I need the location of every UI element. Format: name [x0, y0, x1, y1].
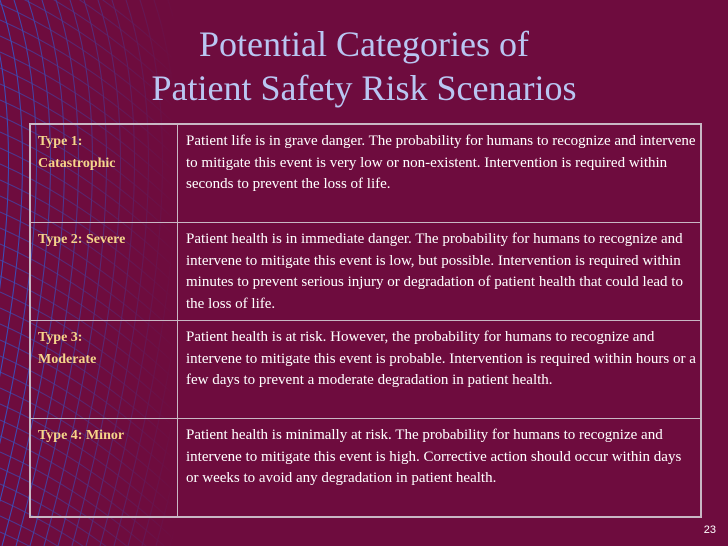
type-label-line: Type 1: — [38, 134, 83, 149]
type-label-line: Type 4: Minor — [38, 428, 125, 443]
type-description: Patient life is in grave danger. The probability for humans to recognize and intervene to mitigate this event is very low or non-existent. Intervention is required within seconds to prevent the loss of life. — [178, 125, 701, 223]
type-label — [31, 419, 178, 517]
type-label — [31, 125, 178, 223]
table-row — [31, 419, 701, 517]
table-row — [31, 321, 701, 419]
type-label — [31, 223, 178, 321]
type-description: Patient health is at risk. However, the probability for humans to recognize and intervene to mitigate this event is probable. Intervention is required within hours or a few days to prevent a moderate degradation in patient health. — [178, 321, 701, 419]
type-description: Patient health is in immediate danger. The probability for humans to recognize and intervene to mitigate this event is low, but possible. Intervention is required within minutes to prevent serious injury or degradation of patient health that could lead to the loss of life. — [178, 223, 701, 321]
type-label-line: Catastrophic — [38, 155, 116, 171]
table-row — [31, 223, 701, 321]
page-number: 23 — [703, 524, 716, 536]
type-label — [31, 321, 178, 419]
risk-table-container — [29, 123, 702, 518]
risk-table — [30, 124, 701, 517]
table-row — [31, 125, 701, 223]
slide-title — [0, 22, 728, 110]
type-label-line: Moderate — [38, 351, 97, 367]
type-label-line: Type 3: — [38, 330, 83, 345]
title-line-1: Potential Categories of — [199, 24, 529, 64]
type-label-line: Type 2: Severe — [38, 232, 126, 247]
title-line-2: Patient Safety Risk Scenarios — [151, 68, 577, 108]
type-description: Patient health is minimally at risk. The probability for humans to recognize and intervene to mitigate this event is high. Corrective action should occur within days or weeks to avoid any degradation in patient health. — [178, 419, 701, 517]
